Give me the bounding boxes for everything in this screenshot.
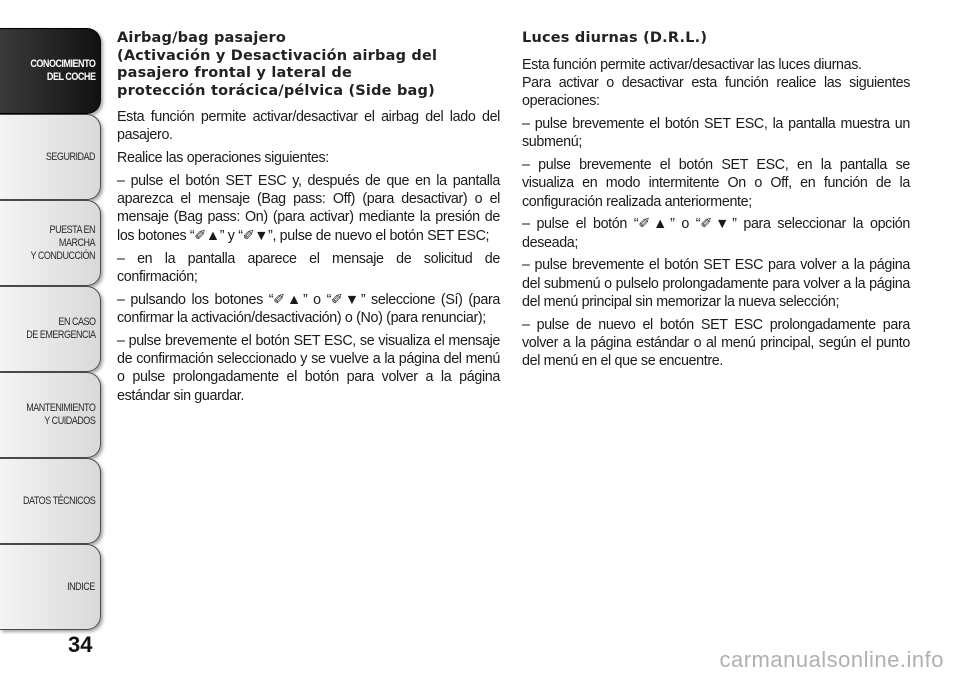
paragraph: Esta función permite activar/desactivar las luces diurnas. Para activar o desactivar esta función realice las siguientes operaciones: xyxy=(522,56,910,110)
paragraph: – pulse brevemente el botón SET ESC para volver a la página del submenú o pulselo prolongadamente para volver a la página del menú principal sin memorizar la nueva selección; xyxy=(522,257,910,311)
page-number: 34 xyxy=(68,632,93,657)
paragraph: Realice las operaciones siguientes: xyxy=(117,150,329,167)
paragraph: – pulse brevemente el botón SET ESC, la pantalla muestra un submenú; xyxy=(522,115,910,151)
paragraph: – en la pantalla aparece el mensaje de solicitud de confirmación; xyxy=(117,250,500,285)
tab-label: CONOCIMIENTO DEL COCHE xyxy=(29,58,96,83)
paragraph: – pulse de nuevo el botón SET ESC prolongadamente para volver a la página estándar o al menú principal, según el punto del menú en el que se encuentre. xyxy=(522,316,910,370)
tab-label: EN CASO DE EMERGENCIA xyxy=(25,316,96,341)
tab-indice[interactable] xyxy=(0,544,101,630)
tab-label: SEGURIDAD xyxy=(45,150,96,163)
tab-label: PUESTA EN MARCHA Y CONDUCCIÓN xyxy=(30,223,96,262)
paragraph: – pulsando los botones “✐▲” o “✐▼” seleccione (Sí) (para confirmar la activación/desactivación) o (No) (para renunciar); xyxy=(117,291,500,326)
heading-line: Airbag/bag pasajero xyxy=(117,30,287,46)
watermark: carmanualsonline.info xyxy=(719,647,944,672)
paragraph: – pulse el botón SET ESC y, después de que en la pantalla aparezca el mensaje (Bag pass: Off) (para desactivar) o el mensaje (Bag pass: On) (para activar) mediante la presión de los botones “✐▲” y “✐▼”, pulse de nuevo el botón SET ESC; xyxy=(117,172,500,244)
section-heading-airbag xyxy=(117,30,500,100)
paragraph: Esta función permite activar/desactivar el airbag del lado del pasajero. xyxy=(117,109,500,144)
tab-seguridad[interactable] xyxy=(0,114,101,200)
paragraph: – pulse brevemente el botón SET ESC, en la pantalla se visualiza en modo intermitente On o Off, en función de la configuración realizada anteriormente; xyxy=(522,156,910,210)
tab-label: MANTENIMIENTO Y CUIDADOS xyxy=(25,402,96,427)
tab-datos-tecnicos[interactable] xyxy=(0,458,101,544)
tab-en-caso-de-emergencia[interactable] xyxy=(0,286,101,372)
heading-line: pasajero frontal y lateral de xyxy=(117,65,353,81)
paragraph: – pulse brevemente el botón SET ESC, se visualiza el mensaje de confirmación seleccionado y se vuelve a la página del menú o pulse prolongadamente el botón para volver a la página estándar sin guardar. xyxy=(117,332,500,404)
heading-line: Luces diurnas (D.R.L.) xyxy=(522,30,708,46)
tab-label: INDICE xyxy=(67,580,96,593)
tab-label: DATOS TÉCNICOS xyxy=(22,494,96,507)
heading-line: (Activación y Desactivación airbag del xyxy=(117,47,438,64)
paragraph: – pulse el botón “✐▲” o “✐▼” para seleccionar la opción deseada; xyxy=(522,216,910,251)
tab-mantenimiento[interactable] xyxy=(0,372,101,458)
tab-conocimiento-del-coche[interactable] xyxy=(0,28,101,114)
heading-line: protección torácica/pélvica (Side bag) xyxy=(117,82,435,99)
right-column xyxy=(522,30,910,375)
left-column xyxy=(117,30,500,409)
tab-puesta-en-marcha[interactable] xyxy=(0,200,101,286)
section-heading-drl xyxy=(522,30,910,48)
